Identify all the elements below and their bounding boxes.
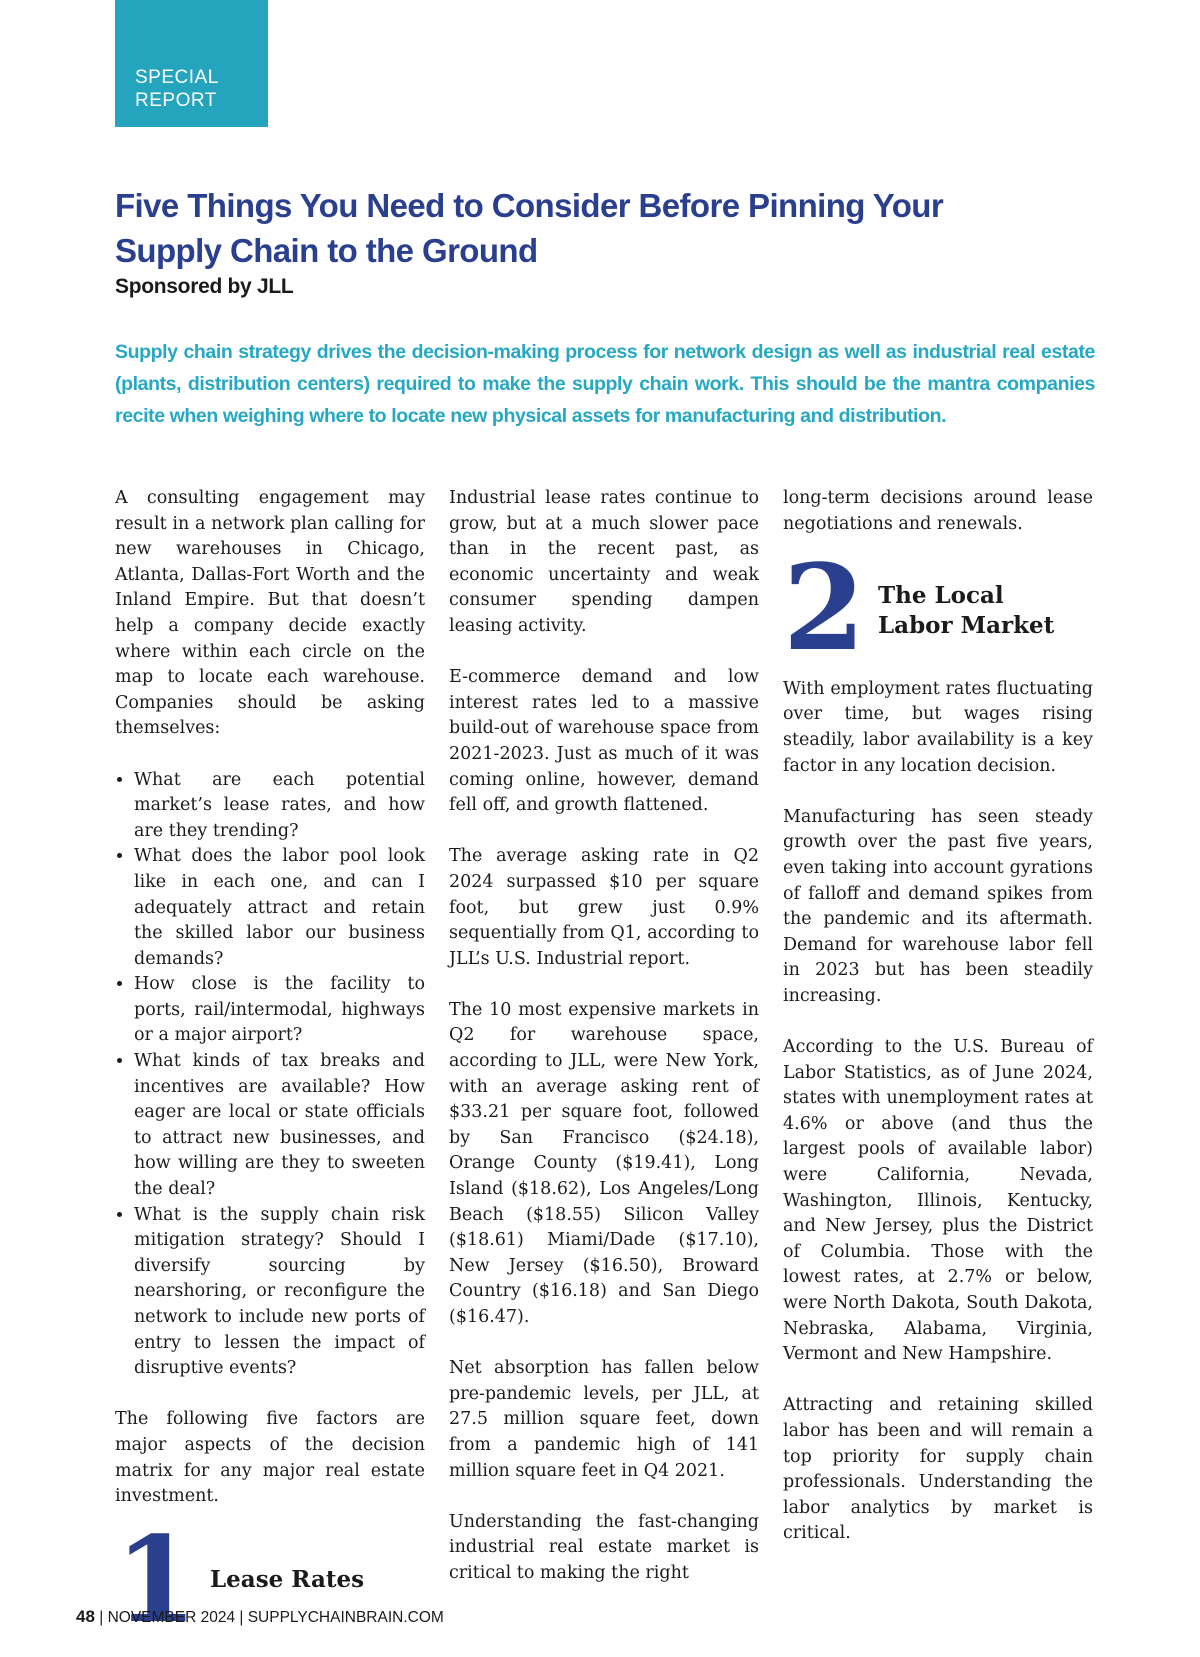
body-paragraph: Net absorption has fallen below pre-pandemic levels, per JLL, at 27.5 million square feet, down from a pandemic high of 141 million square feet in Q4 2021. xyxy=(449,1358,759,1481)
page-footer xyxy=(76,1607,444,1627)
body-paragraph: Manufacturing has seen steady growth over the past five years, even taking into account gyrations of falloff and demand spikes from the pandemic and its aftermath. Demand for warehouse labor fell in 2023 but has been steadily increasing. xyxy=(783,806,1093,1006)
section-1-title: Lease Rates xyxy=(210,1566,365,1594)
tag-line-2: REPORT xyxy=(135,90,217,111)
tag-line-1: SPECIAL xyxy=(135,67,219,88)
body-paragraph: Attracting and retaining skilled labor has been and will remain a top priority for supply chain professionals. Understanding the labor analytics by market is critical. xyxy=(783,1395,1093,1544)
page-number: 48 xyxy=(76,1607,95,1626)
list-item: • What does the labor pool look like in each one, and can I adequately attract and retain the skilled labor our business demands? xyxy=(134,844,425,972)
list-item: • What kinds of tax breaks and incentives are available? How eager are local or state officials to attract new businesses, and how willing are they to sweeten the deal? xyxy=(134,1049,425,1203)
article-title: Five Things You Need to Consider Before Pinning Your Supply Chain to the Ground xyxy=(115,187,944,269)
article-lede: Supply chain strategy drives the decision-making process for network design as well as industrial real estate (plants, distribution centers) required to make the supply chain work. This should be the mantra companies recite when weighing where to locate new physical assets for manufacturing and distribution. xyxy=(115,341,1095,427)
body-paragraph: The average asking rate in Q2 2024 surpassed $10 per square foot, but grew just 0.9% sequentially from Q1, according to JLL’s U.S. Industrial report. xyxy=(449,846,759,969)
body-paragraph: According to the U.S. Bureau of Labor Statistics, as of June 2024, states with unemployment rates at 4.6% or above (and thus the largest pools of available labor) were California, Nevada, Washington, Illinois, Kentucky, and New Jersey, plus the District of Columbia. Those with the lowest rates, at 2.7% or below, were North Dakota, South Dakota, Nebraska, Alabama, Virginia, Vermont and New Hampshire. xyxy=(783,1037,1093,1365)
body-paragraph: Industrial lease rates continue to grow, but at a much slower pace than in the recent past, as economic uncertainty and weak consumer spending dampen leasing activity. xyxy=(449,488,759,636)
section-2-title-line-1: The Local xyxy=(878,581,1004,609)
list-item: • How close is the facility to ports, rail/intermodal, highways or a major airport? xyxy=(134,972,425,1049)
factors-paragraph: The following five factors are major aspects of the decision matrix for any major real estate investment. xyxy=(115,1409,425,1507)
column-2 xyxy=(449,486,759,1612)
tag-text xyxy=(135,66,219,112)
list-item: • What is the supply chain risk mitigation strategy? Should I diversify sourcing by nearshoring, or reconfigure the network to include new ports of entry to lessen the impact of disruptive events? xyxy=(134,1203,425,1382)
section-1-number: 1 xyxy=(115,1510,198,1650)
sponsor-line: Sponsored by JLL xyxy=(115,275,294,298)
list-item: • What are each potential market’s lease rates, and how are they trending? xyxy=(134,768,425,845)
intro-paragraph: A consulting engagement may result in a network plan calling for new warehouses in Chicago, Atlanta, Dallas-Fort Worth and the Inland Empire. But that doesn’t help a company decide exactly where within each circle on the map to locate each warehouse. Companies should be asking themselves: xyxy=(115,488,425,739)
section-2-number: 2 xyxy=(783,537,866,677)
question-list xyxy=(115,768,425,1382)
body-paragraph: Understanding the fast-changing industrial real estate market is critical to making the right xyxy=(449,1511,759,1583)
body-paragraph: The 10 most expensive markets in Q2 for warehouse space, according to JLL, were New York, with an average asking rent of $33.21 per square foot, followed by San Francisco ($24.18), Orange County ($19.41), Long Island ($18.62), Los Angeles/Long Beach ($18.55) Silicon Valley ($18.61) Miami/Dade ($17.10), New Jersey ($16.50), Broward Country ($16.18) and San Diego ($16.47). xyxy=(449,999,759,1327)
section-2-title-line-2: Labor Market xyxy=(878,611,1055,639)
continued-paragraph: long-term decisions around lease negotiations and renewals. xyxy=(783,488,1093,534)
section-2-heading xyxy=(783,537,1093,677)
column-3 xyxy=(783,486,1093,1573)
column-1 xyxy=(115,486,425,1649)
special-report-tag xyxy=(115,0,268,127)
body-paragraph: E-commerce demand and low interest rates led to a massive build-out of warehouse space from 2021-2023. Just as much of it was coming online, however, demand fell off, and growth flattened. xyxy=(449,667,759,816)
body-paragraph: With employment rates fluctuating over time, but wages rising steadily, labor availability is a key factor in any location decision. xyxy=(783,678,1093,776)
issue-info: | NOVEMBER 2024 | SUPPLYCHAINBRAIN.COM xyxy=(99,1609,444,1626)
section-2-title xyxy=(878,581,1054,641)
